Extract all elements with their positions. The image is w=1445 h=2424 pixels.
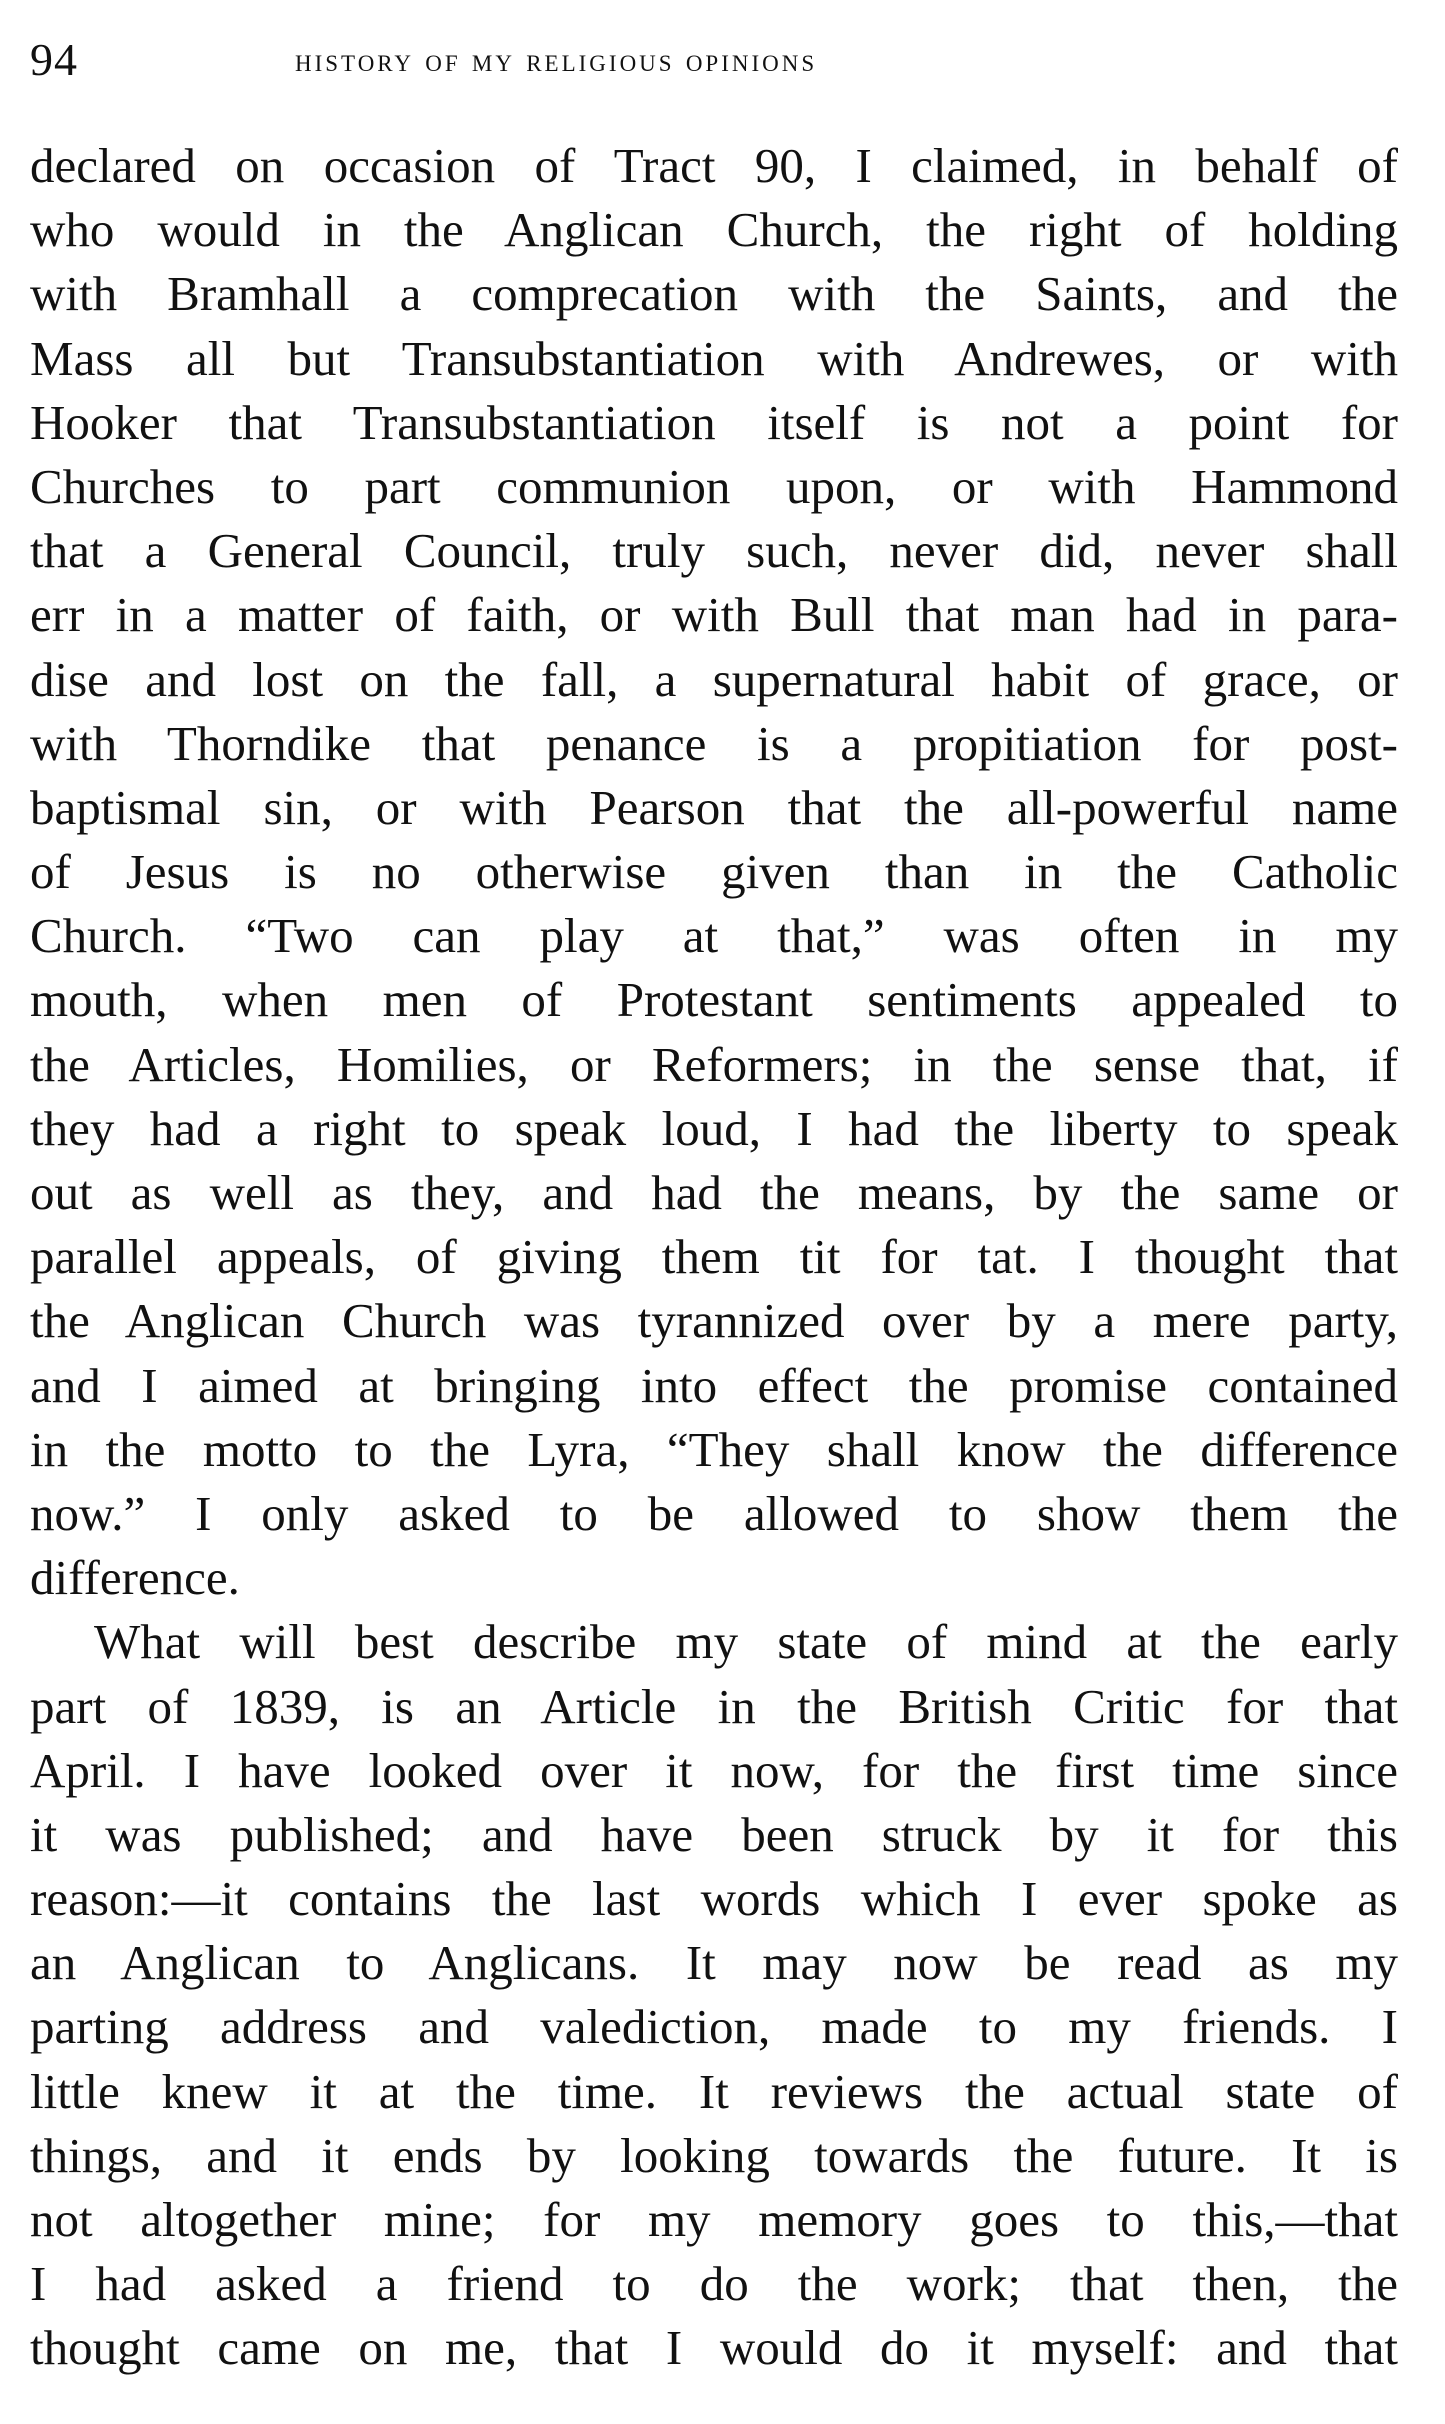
text-line: thought came on me, that I would do it myself: and that (30, 2320, 1398, 2376)
text-line: reason:—it contains the last words which I ever spoke as (30, 1871, 1398, 1927)
paragraph-end-line: difference. (30, 1550, 240, 1606)
running-head (30, 30, 1140, 90)
text-line: dise and lost on the fall, a supernatural habit of grace, or (30, 651, 1398, 707)
text-line: err in a matter of faith, or with Bull that man had in para- (30, 587, 1398, 643)
text-line: with Bramhall a comprecation with the Saints, and the (30, 266, 1398, 322)
text-line: not altogether mine; for my memory goes to this,—that (30, 2192, 1398, 2247)
text-line: baptismal sin, or with Pearson that the all-powerful name (30, 779, 1398, 835)
text-line: it was published; and have been struck by it for this (30, 1806, 1398, 1862)
text-line: part of 1839, is an Article in the British Critic for that (30, 1678, 1398, 1734)
paragraph-start-line: What will best describe my state of mind at the early (94, 1614, 1398, 1670)
text-line: the Anglican Church was tyrannized over by a mere party, (30, 1293, 1398, 1349)
text-line: Mass all but Transubstantiation with Andrewes, or with (30, 330, 1398, 386)
text-line: April. I have looked over it now, for the first time since (30, 1742, 1398, 1798)
text-line: an Anglican to Anglicans. It may now be read as my (30, 1935, 1398, 1991)
text-line: now.” I only asked to be allowed to show them the (30, 1485, 1398, 1541)
text-line: that a General Council, truly such, never did, never shall (30, 523, 1398, 579)
text-line: they had a right to speak loud, I had the liberty to speak (30, 1100, 1398, 1156)
text-line: of Jesus is no otherwise given than in the Catholic (30, 844, 1398, 900)
text-line: little knew it at the time. It reviews the actual state of (30, 2063, 1398, 2119)
text-line: declared on occasion of Tract 90, I claimed, in behalf of (30, 138, 1398, 193)
page-number: 94 (30, 34, 78, 85)
text-line: things, and it ends by looking towards the future. It is (30, 2127, 1398, 2183)
text-line: Hooker that Transubstantiation itself is not a point for (30, 394, 1398, 450)
text-line: who would in the Anglican Church, the right of holding (30, 202, 1398, 258)
text-line: out as well as they, and had the means, by the same or (30, 1165, 1398, 1220)
text-line: Churches to part communion upon, or with Hammond (30, 458, 1398, 514)
text-line: in the motto to the Lyra, “They shall know the difference (30, 1421, 1398, 1477)
text-line: parting address and valediction, made to my friends. I (30, 1999, 1398, 2055)
text-line: mouth, when men of Protestant sentiments appealed to (30, 972, 1398, 1028)
text-line: I had asked a friend to do the work; that then, the (30, 2256, 1398, 2312)
running-title: history of my religious opinions (295, 43, 818, 79)
body-text (30, 134, 1398, 2381)
text-line: parallel appeals, of giving them tit for tat. I thought that (30, 1229, 1398, 1285)
text-line: Church. “Two can play at that,” was often in my (30, 908, 1398, 964)
text-line: with Thorndike that penance is a propitiation for post- (30, 715, 1398, 771)
text-line: and I aimed at bringing into effect the promise contained (30, 1357, 1398, 1413)
text-line: the Articles, Homilies, or Reformers; in the sense that, if (30, 1036, 1398, 1092)
